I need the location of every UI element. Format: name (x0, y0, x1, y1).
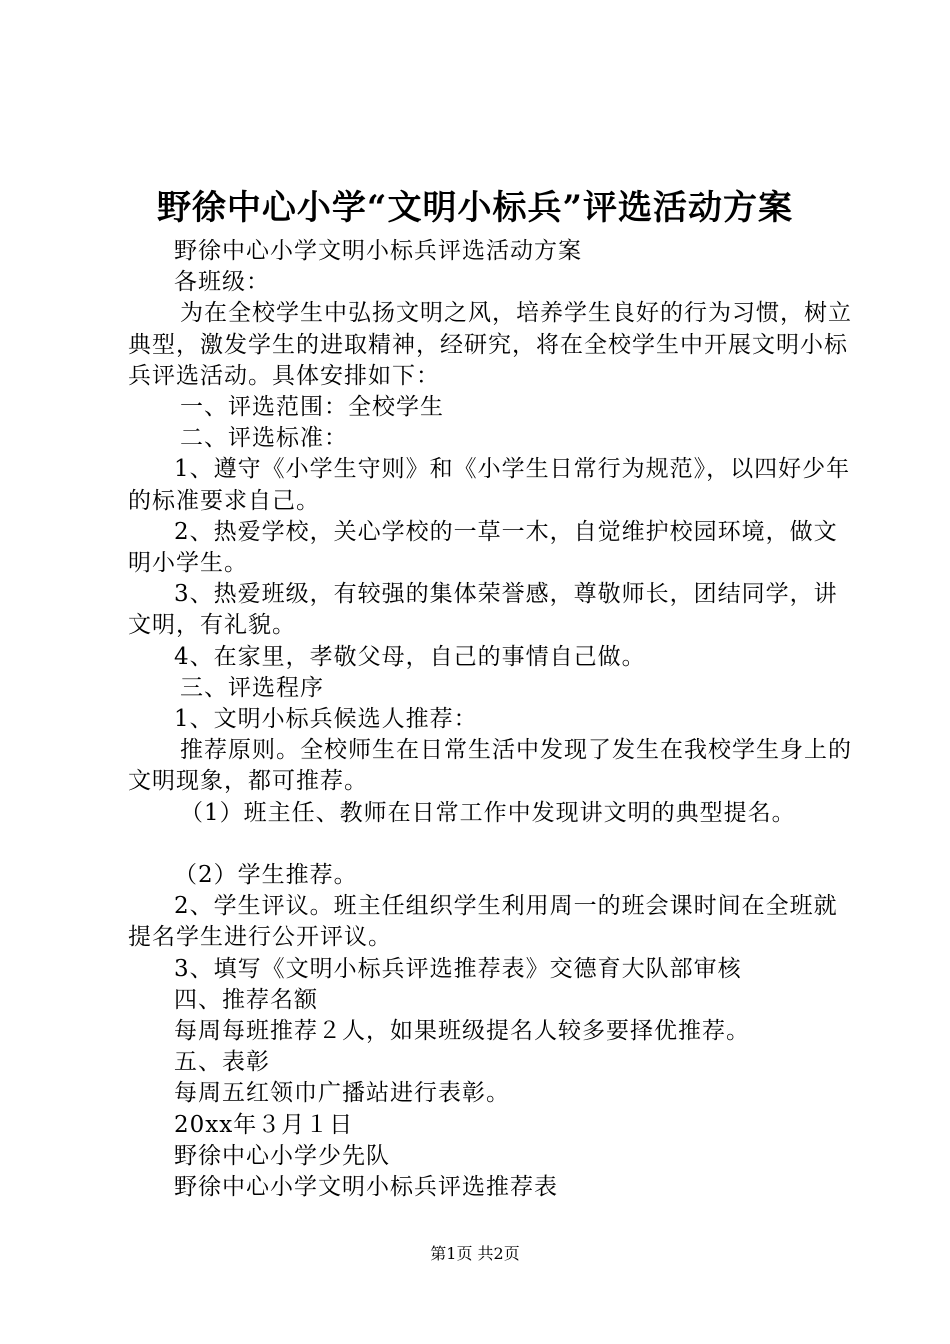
paragraph-procedure-2: 2、学生评议。班主任组织学生利用周一的班会课时间在全班就提名学生进行公开评议。 (128, 893, 838, 951)
document-body (128, 236, 853, 1203)
paragraph-section-2: 二、评选标准： (180, 425, 348, 452)
paragraph-section-3: 三、评选程序 (180, 674, 324, 701)
blank-line (128, 829, 853, 860)
paragraph-criterion-2: 2、热爱学校，关心学校的一草一木，自觉维护校园环境，做文明小学生。 (128, 518, 838, 577)
paragraph-recommend-student: （2）学生推荐。 (174, 862, 358, 889)
paragraph-commendation: 每周五红领巾广播站进行表彰。 (174, 1080, 510, 1107)
paragraph-attachment-title: 野徐中心小学文明小标兵评选推荐表 (174, 1174, 558, 1201)
paragraph-section-5: 五、表彰 (174, 1049, 270, 1076)
paragraph-section-4: 四、推荐名额 (174, 986, 318, 1013)
paragraph-procedure-3: 3、填写《文明小标兵评选推荐表》交德育大队部审核 (174, 955, 742, 982)
page-number: 第1页 共2页 (430, 1244, 520, 1263)
paragraph-recommend-teacher: （1）班主任、教师在日常工作中发现讲文明的典型提名。 (180, 799, 796, 826)
paragraph-section-1: 一、评选范围：全校学生 (180, 394, 444, 421)
document-title: 野徐中心小学“文明小标兵”评选活动方案 (156, 188, 794, 228)
paragraph-quota: 每周每班推荐２人，如果班级提名人较多要择优推荐。 (174, 1018, 750, 1045)
paragraph-salutation: 各班级： (174, 269, 270, 296)
paragraph-criterion-3: 3、热爱班级，有较强的集体荣誉感，尊敬师长，团结同学，讲文明，有礼貌。 (128, 581, 838, 639)
paragraph-recommend-principle: 推荐原则。全校师生在日常生活中发现了发生在我校学生身上的文明现象，都可推荐。 (128, 737, 852, 795)
paragraph-date: 20xx年３月１日 (174, 1111, 354, 1138)
paragraph-criterion-1: 1、遵守《小学生守则》和《小学生日常行为规范》，以四好少年的标准要求自己。 (128, 456, 851, 514)
paragraph-procedure-1: 1、文明小标兵候选人推荐： (174, 706, 478, 733)
paragraph-criterion-4: 4、在家里，孝敬父母，自己的事情自己做。 (174, 643, 646, 670)
paragraph-signature: 野徐中心小学少先队 (174, 1142, 390, 1169)
paragraph-subtitle: 野徐中心小学文明小标兵评选活动方案 (174, 238, 582, 264)
paragraph-intro: 为在全校学生中弘扬文明之风，培养学生良好的行为习惯，树立典型，激发学生的进取精神，经研究，将在全校学生中开展文明小标兵评选活动。具体安排如下： (128, 300, 852, 389)
